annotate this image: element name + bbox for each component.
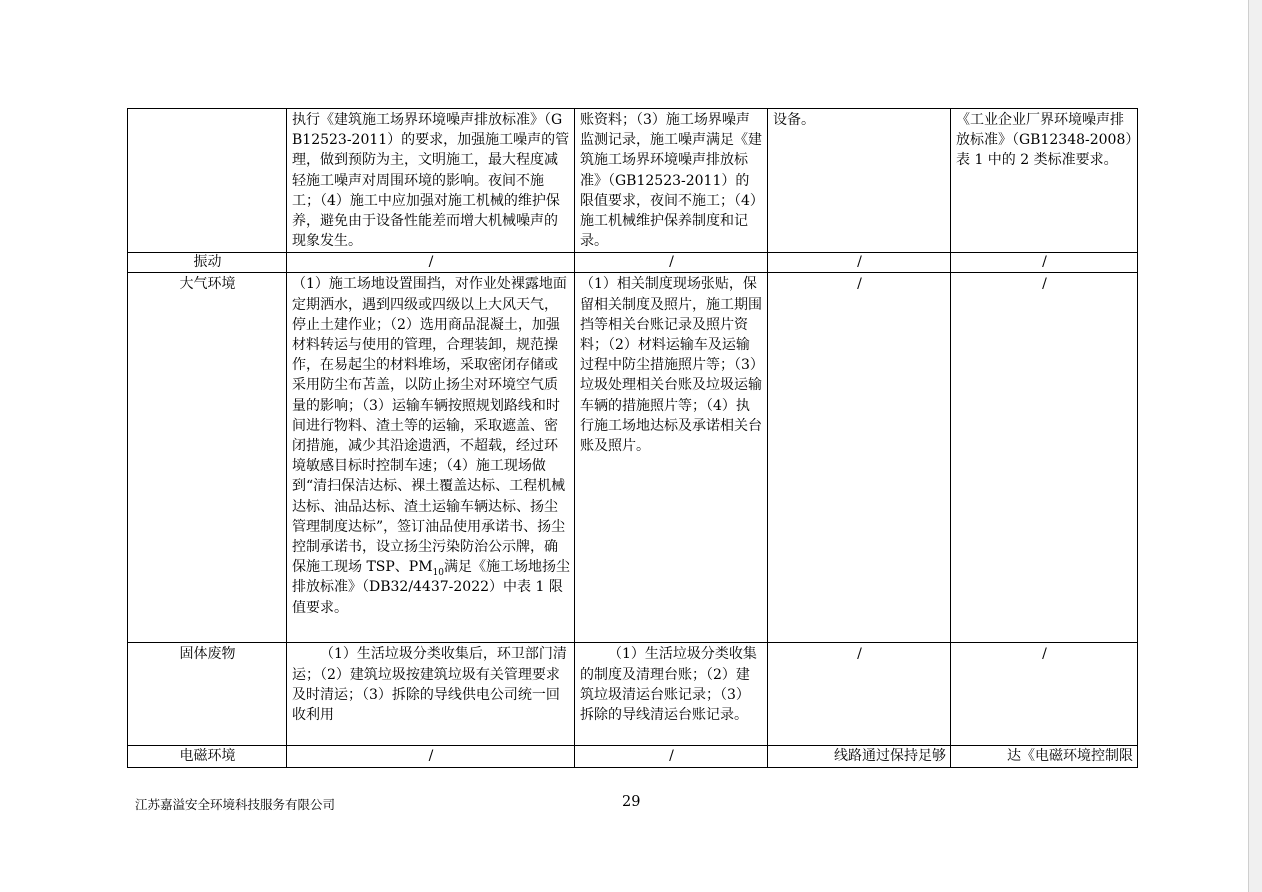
col5-cell: / [951,643,1138,746]
col5-cell: 达《电磁环境控制限 [951,746,1138,768]
category-cell: 大气环境 [128,273,287,643]
col5-cell: / [951,273,1138,643]
records-cell: / [575,746,768,768]
table-row [128,273,1138,643]
footer-company: 江苏嘉溢安全环境科技服务有限公司 [135,797,336,812]
table-row [128,643,1138,746]
col4-cell: / [768,253,951,273]
table-row [128,109,1138,253]
col5-cell: 《工业企业厂界环境噪声排放标准》（GB12348-2008）表 1 中的 2 类标准要求。 [951,109,1138,253]
records-cell: （1）相关制度现场张贴，保留相关制度及照片，施工期围挡等相关台账记录及照片资料；（2）材料运输车及运输过程中防尘措施照片等；（3）垃圾处理相关台账及垃圾运输车辆的措施照片等；（4）执行施工场地达标及承诺相关台账及照片。 [575,273,768,643]
category-cell [128,109,287,253]
subscript-10: 10 [432,568,445,579]
page-number: 29 [622,794,641,810]
measures-text-end: 满足《施工场地扬尘排放标准》（DB32/4437-2022）中表 1 限值要求。 [292,559,571,616]
table-row [128,746,1138,768]
table-row [128,253,1138,273]
measures-cell: （1）生活垃圾分类收集后，环卫部门清运；（2）建筑垃圾按建筑垃圾有关管理要求及时清运；（3）拆除的导线供电公司统一回收利用 [287,643,575,746]
col4-cell: 线路通过保持足够 [768,746,951,768]
col4-cell: / [768,643,951,746]
col4-cell: 设备。 [768,109,951,253]
measures-text: （1）施工场地设置围挡，对作业处裸露地面定期洒水，遇到四级或四级以上大风天气，停止土建作业；（2）选用商品混凝土，加强材料转运与使用的管理，合理装卸，规范操作，在易起尘的材料堆场，采取密闭存储或采用防尘布苫盖，以防止扬尘对环境空气质量的影响；（3）运输车辆按照规划路线和时间进行物料、渣土等的运输，采取遮盖、密闭措施，减少其沿途遗洒，不超载，经过环境敏感目标时控制车速；（4）施工现场做到“清扫保洁达标、裸土覆盖达标、工程机械达标、油品达标、渣土运输车辆达标、扬尘管理制度达标”，签订油品使用承诺书、扬尘控制承诺书，设立扬尘污染防治公示牌，确保施工现场 TSP、PM [292,276,567,576]
measures-cell: / [287,746,575,768]
measures-cell: 执行《建筑施工场界环境噪声排放标准》（GB12523-2011）的要求，加强施工噪声的管理，做到预防为主，文明施工，最大程度减轻施工噪声对周围环境的影响。夜间不施工；（4）施工中应加强对施工机械的维护保养，避免由于设备性能差而增大机械噪声的现象发生。 [287,109,575,253]
records-cell: / [575,253,768,273]
measures-cell: / [287,253,575,273]
col5-cell: / [951,253,1138,273]
measures-cell [287,273,575,643]
col4-cell: / [768,273,951,643]
category-cell: 振动 [128,253,287,273]
records-cell: （1）生活垃圾分类收集的制度及清理台账；（2）建筑垃圾清运台账记录；（3）拆除的导线清运台账记录。 [575,643,768,746]
category-cell: 电磁环境 [128,746,287,768]
records-cell: 账资料；（3）施工场界噪声监测记录，施工噪声满足《建筑施工场界环境噪声排放标准》（GB12523-2011）的限值要求，夜间不施工；（4）施工机械维护保养制度和记录。 [575,109,768,253]
category-cell: 固体废物 [128,643,287,746]
measures-table [127,108,1138,768]
page-edge [1248,0,1262,892]
